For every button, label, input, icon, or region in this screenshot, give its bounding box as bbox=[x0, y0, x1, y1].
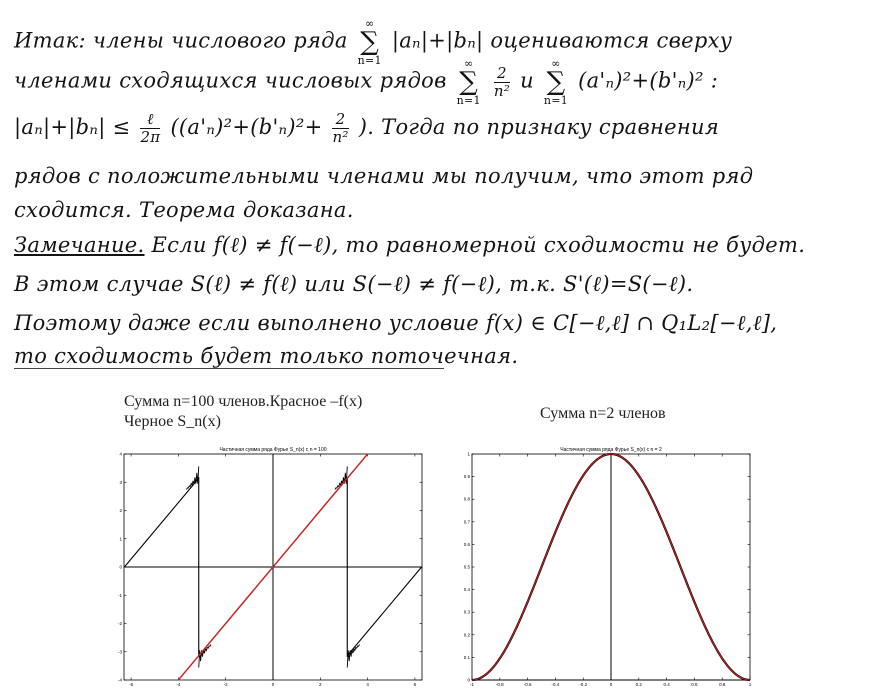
x-tick-label: 0 bbox=[271, 682, 275, 687]
y-tick-label: 2 bbox=[119, 508, 122, 513]
notes-text: ((a'ₙ)²+(b'ₙ)²+ bbox=[170, 115, 323, 139]
x-tick-label: -0.6 bbox=[523, 682, 532, 687]
sum-symbol: ∞ ∑ n=1 bbox=[543, 57, 569, 107]
x-tick-label: 0.6 bbox=[691, 682, 698, 687]
notes-text: Если f(ℓ) ≠ f(−ℓ), то равномерной сходимости не будет. bbox=[151, 233, 806, 257]
sum-upper-limit: ∞ bbox=[551, 57, 561, 70]
y-tick-label: 0 bbox=[119, 564, 122, 570]
notes-line-2 bbox=[14, 58, 718, 106]
y-tick-label: 0.4 bbox=[463, 587, 470, 593]
x-tick-label: 1 bbox=[748, 682, 752, 687]
x-tick-label: -0.8 bbox=[495, 682, 504, 687]
y-tick-label: -1 bbox=[117, 592, 122, 598]
right-plot bbox=[458, 438, 758, 692]
left-plot-caption-line-2: Черное S_n(x) bbox=[124, 413, 221, 430]
y-tick-label: 0.5 bbox=[463, 564, 470, 570]
x-tick-label: 0.8 bbox=[719, 682, 726, 687]
fraction-denominator: n² bbox=[493, 81, 511, 100]
x-tick-label: -1 bbox=[469, 682, 475, 687]
x-tick-label: 4 bbox=[366, 682, 369, 687]
x-tick-label: 6 bbox=[413, 682, 417, 687]
y-tick-label: 3 bbox=[119, 479, 122, 485]
x-tick-label: -0.4 bbox=[551, 682, 560, 687]
left-plot bbox=[106, 438, 432, 692]
y-tick-label: 0.9 bbox=[463, 474, 470, 480]
x-tick-label: -6 bbox=[129, 682, 134, 687]
y-tick-label: -3 bbox=[117, 649, 122, 655]
sum-lower-limit: n=1 bbox=[543, 94, 569, 107]
sum-symbol: ∞ ∑ n=1 bbox=[357, 17, 382, 67]
fraction bbox=[332, 112, 348, 145]
x-tick-label: -2 bbox=[223, 682, 228, 687]
y-tick-label: 0.8 bbox=[463, 496, 470, 502]
notes-text: |aₙ|+|bₙ| ≤ bbox=[14, 115, 131, 139]
right-plot-caption: Сумма n=2 членов bbox=[540, 405, 666, 422]
x-tick-label: 2 bbox=[319, 682, 322, 687]
y-tick-label: 1 bbox=[119, 536, 122, 542]
x-tick-label: 0 bbox=[609, 682, 613, 687]
fraction-numerator: 2 bbox=[494, 66, 510, 83]
notes-line-4: рядов с положительными членами мы получим, что этот ряд bbox=[14, 164, 754, 188]
sum-upper-limit: ∞ bbox=[365, 17, 375, 30]
notes-text: Итак: члены числового ряда bbox=[14, 28, 348, 53]
notes-line-6 bbox=[14, 231, 805, 259]
y-tick-label: -2 bbox=[117, 621, 122, 626]
y-tick-label: 0 bbox=[467, 677, 470, 683]
notes-line-8: Поэтому даже если выполнено условие f(x) ∈ C[−ℓ,ℓ] ∩ Q₁L₂[−ℓ,ℓ], bbox=[14, 311, 778, 335]
y-tick-label: 0.2 bbox=[463, 632, 470, 638]
y-tick-label: 0.6 bbox=[463, 541, 470, 547]
chart-title: Частичная сумма ряда Фурье S_n(x) с n = 2 bbox=[560, 447, 662, 453]
fraction-denominator: n² bbox=[332, 128, 349, 146]
notes-text: ). Тогда по признаку сравнения bbox=[358, 115, 720, 139]
notes-line-5: сходится. Теорема доказана. bbox=[14, 198, 354, 222]
divider-rule bbox=[14, 368, 444, 369]
y-tick-label: 0.3 bbox=[463, 609, 470, 615]
fraction bbox=[493, 63, 511, 100]
notes-line-3 bbox=[14, 112, 719, 145]
y-tick-label: 4 bbox=[119, 451, 122, 457]
fraction-numerator: 2 bbox=[332, 112, 348, 129]
fraction bbox=[140, 112, 160, 145]
x-tick-label: -4 bbox=[176, 682, 181, 687]
sum-lower-limit: n=1 bbox=[456, 94, 481, 107]
y-tick-label: -4 bbox=[117, 677, 122, 683]
y-tick-label: 0.1 bbox=[463, 654, 470, 660]
notes-line-9: то сходимость будет только поточечная. bbox=[14, 344, 519, 368]
sum-upper-limit: ∞ bbox=[464, 57, 474, 70]
notes-text: и bbox=[520, 68, 534, 93]
x-tick-label: 0.4 bbox=[663, 682, 670, 687]
fraction-denominator: 2π bbox=[140, 128, 161, 146]
sum-symbol: ∞ ∑ n=1 bbox=[456, 57, 481, 107]
fraction-numerator: ℓ bbox=[140, 112, 160, 129]
y-tick-label: 1 bbox=[467, 451, 470, 457]
notes-text: |aₙ|+|bₙ| оцениваются сверху bbox=[391, 28, 733, 53]
x-tick-label: -0.2 bbox=[579, 682, 588, 687]
x-tick-label: 0.2 bbox=[635, 682, 642, 687]
chart-title: Частичная сумма ряда Фурье S_n(x) с n = 100 bbox=[219, 447, 327, 453]
remark-label: Замечание. bbox=[14, 233, 145, 257]
notes-text: (a'ₙ)²+(b'ₙ)² : bbox=[578, 68, 719, 93]
notes-line-7: В этом случае S(ℓ) ≠ f(ℓ) или S(−ℓ) ≠ f(−ℓ), т.к. S'(ℓ)=S(−ℓ). bbox=[14, 272, 694, 296]
notes-text: членами сходящихся числовых рядов bbox=[14, 68, 447, 93]
sum-lower-limit: n=1 bbox=[357, 54, 382, 67]
left-plot-caption-line-1: Сумма n=100 членов.Красное –f(x) bbox=[124, 393, 363, 410]
y-tick-label: 0.7 bbox=[463, 519, 470, 525]
